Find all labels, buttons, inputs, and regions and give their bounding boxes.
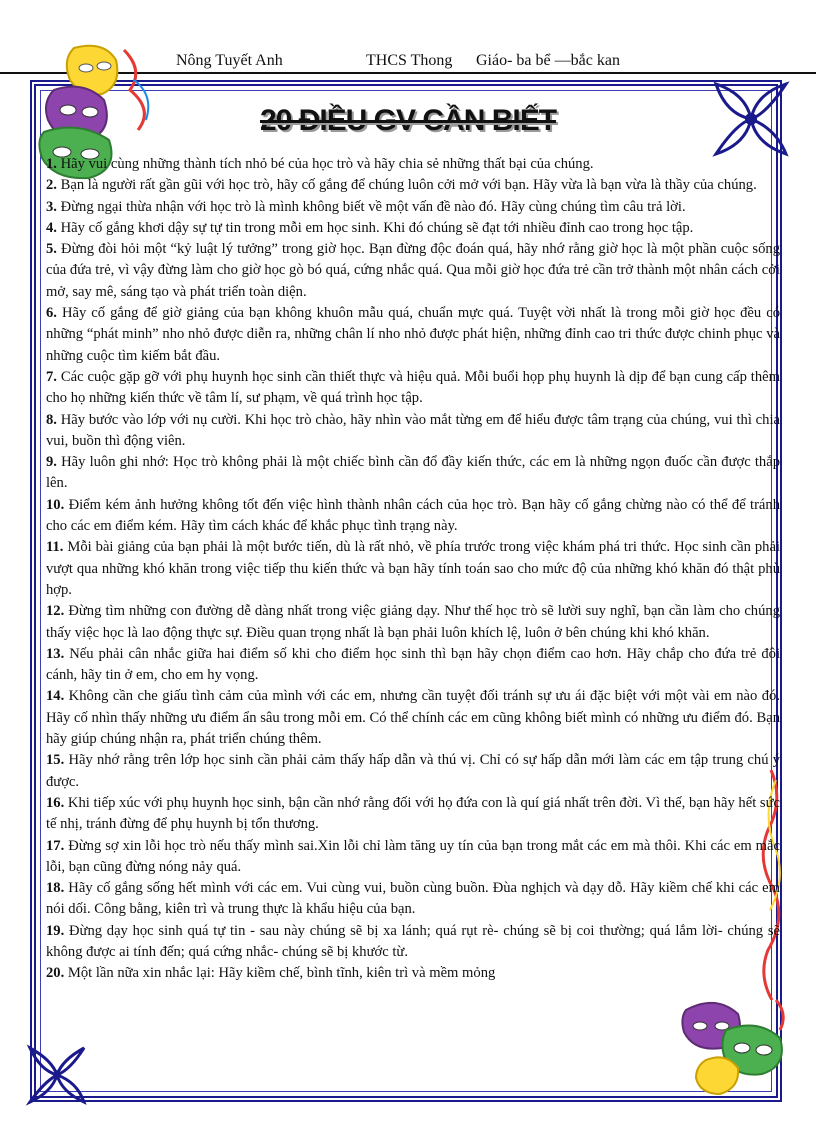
rule-number: 5. [46,241,57,258]
rule-number: 1. [46,156,57,172]
rule-item [46,303,780,367]
rule-item [46,218,780,239]
rule-number: 19. [46,922,65,939]
rule-text: Đừng dạy học sinh quá tự tin - sau này chúng sẽ bị xa lánh; quá rụt rè- chúng sẽ bị coi thường; quá lắm lời- chúng sẽ không được ai tính đến; quá cứng nhắc- chúng sẽ bị khước từ. [46,922,780,960]
rule-item [46,836,780,879]
rule-item [46,963,780,984]
rule-number: 17. [46,837,65,854]
rule-text: Hãy cố gắng sống hết mình với các em. Vui cùng vui, buồn cùng buồn. Đùa nghịch và dạy dỗ. Hãy kiềm chế khi các em nói dối. Công bằng, kiên trì và trung thực là khẩu hiệu của bạn. [46,880,780,918]
rule-text: Nếu phải cân nhắc giữa hai điểm số khi cho điểm học sinh thì bạn hãy chọn điểm cao hơn. Hãy chắp cho đứa trẻ đôi cánh, hãy tin ở em, cho em hy vọng. [46,645,780,684]
header-place: Giáo- ba bể —bắc kan [476,52,620,69]
rule-text: Đừng tìm những con đường dễ dàng nhất trong việc giảng dạy. Như thế học trò sẽ lười suy nghĩ, bạn cần làm cho chúng thấy việc học là lao động thực sự. Điều quan trọng nhất là bạn phải luôn khích lệ, luôn ở bên chúng khi khó khăn. [46,603,780,641]
rule-item [46,410,780,453]
rule-text: Bạn là người rất gần gũi với học trò, hãy cố gắng để chúng luôn cởi mở với bạn. Hãy vừa là bạn vừa là thầy của chúng. [56,177,757,194]
rule-item [46,644,780,687]
rule-text: Hãy cố gắng để giờ giảng của bạn không khuôn mẫu quá, chuẩn mực quá. Tuyệt vời nhất là trong mỗi giờ học đều có những “phát minh” nho nhỏ được diễn ra, những chân lí nho nhỏ được phát hiện, những đỉnh cao tri thức được chinh phục và những cuộc tìm kiếm bắt đầu. [46,305,780,364]
rule-number: 10. [46,496,65,513]
rule-number: 6. [46,305,57,322]
rule-text: Đừng đòi hỏi một “kỷ luật lý tưởng” trong giờ học. Bạn đừng độc đoán quá, hãy nhớ rằng giờ học là một phần cuộc sống của đứa trẻ, vì vậy đừng làm cho giờ học gò bó quá, cứng nhắc quá. Qua mỗi giờ học đứa trẻ cần trở thành một nhân cách cởi mở, say mê, sáng tạo và phát triển toàn diện. [46,241,780,300]
rule-item [46,750,780,793]
rule-number: 12. [46,603,65,620]
rule-item [46,601,780,644]
rule-text: Hãy nhớ rằng trên lớp học sinh cần phải cảm thấy hấp dẫn và thú vị. Chỉ có sự hấp dẫn mới làm các em tập trung chú ý được. [46,752,780,790]
rule-text: Đừng ngại thừa nhận với học trò là mình không biết về một vấn đề nào đó. Hãy cùng chúng tìm câu trả lời. [56,198,686,215]
rule-text: Hãy vui cùng những thành tích nhỏ bé của học trò và hãy chia sẻ những thất bại của chúng. [56,156,594,172]
rule-item [46,537,780,601]
rule-text: Hãy bước vào lớp với nụ cười. Khi học trò chào, hãy nhìn vào mắt từng em để hiểu được tâm trạng của chúng, vui thì chia vui, buồn thì động viên. [46,411,780,449]
rule-item [46,452,780,495]
rule-item [46,154,780,175]
rule-item [46,793,780,836]
rule-number: 16. [46,794,65,811]
rule-item [46,495,780,538]
rule-item [46,367,780,410]
rule-number: 8. [46,411,57,428]
header-school: THCS Thong [366,52,453,69]
rule-item [46,175,780,196]
rule-number: 11. [46,539,64,556]
rule-text: Mỗi bài giảng của bạn phải là một bước tiến, dù là rất nhỏ, về phía trước trong việc khám phá tri thức. Học sinh cần phải vượt qua những khó khăn trong việc tiếp thu kiến thức và bạn hãy tính toán sao cho mức độ của những khó khăn đó thật phù hợp. [46,539,780,598]
rule-number: 4. [46,219,57,236]
rule-text: Một lần nữa xin nhắc lại: Hãy kiềm chế, bình tĩnh, kiên trì và mềm mỏng [64,965,496,982]
carnival-masks-bottom-right-icon [676,990,796,1100]
rule-text: Hãy luôn ghi nhớ: Học trò không phải là một chiếc bình cần đổ đầy kiến thức, các em là những ngọn đuốc cần được thắp lên. [46,454,780,492]
rule-item [46,878,780,921]
rules-list [46,154,780,985]
page-title: 20 ĐIỀU GV CẦN BIẾT [259,104,557,137]
rule-number: 20. [46,965,65,982]
rule-item [46,686,780,750]
rule-item [46,197,780,218]
rule-text: Khi tiếp xúc với phụ huynh học sinh, bận cần nhớ rằng đối với họ đứa con là quí giá nhất trên đời. Vì thế, bạn hãy hết sức tế nhị, tránh đừng để phụ huynh bị tổn thương. [46,794,780,833]
rule-text: Hãy cố gắng khơi dậy sự tự tin trong mỗi em học sinh. Khi đó chúng sẽ đạt tới nhiều đỉnh cao trong học tập. [56,219,694,236]
rule-text: Các cuộc gặp gỡ với phụ huynh học sinh cần thiết thực và hiệu quả. Mỗi buổi họp phụ huynh là dịp để bạn cung cấp thêm cho họ những kiến thức về tâm lí, sư phạm, về quá trình học tập. [46,368,780,407]
rule-text: Không cần che giấu tình cảm của mình với các em, nhưng cần tuyệt đối tránh sự ưu ái đặc biệt với một vài em nào đó. Hãy cố nhìn thấy những ưu điểm ẩn sâu trong mỗi em. Có thể chính các em cũng không biết mình có những ưu điểm đó. Bạn hãy giúp chúng nhận ra, phát triển chúng thêm. [46,688,780,748]
rule-number: 13. [46,645,65,662]
rule-number: 18. [46,880,65,897]
rule-text: Điểm kém ảnh hưởng không tốt đến việc hình thành nhân cách của học trò. Bạn hãy cố gắng chừng nào có thể để tránh cho các em điểm kém. Hãy tìm cách khác để khắc phục tình trạng này. [46,496,780,535]
rule-number: 9. [46,454,57,471]
ornament-bottom-left-icon [22,1040,92,1110]
rule-item [46,239,780,303]
rule-number: 14. [46,688,65,705]
rule-number: 15. [46,752,65,769]
rule-item [46,921,780,964]
rule-text: Đừng sợ xin lỗi học trò nếu thấy mình sai.Xin lỗi chỉ làm tăng uy tín của bạn trong mắt các em mà thôi. Khi các em mắc lỗi, bạn cũng đừng nóng nảy quá. [46,837,780,875]
rule-number: 2. [46,177,57,194]
rule-number: 7. [46,368,57,385]
header-author: Nông Tuyết Anh [176,52,283,69]
rule-number: 3. [46,198,57,215]
